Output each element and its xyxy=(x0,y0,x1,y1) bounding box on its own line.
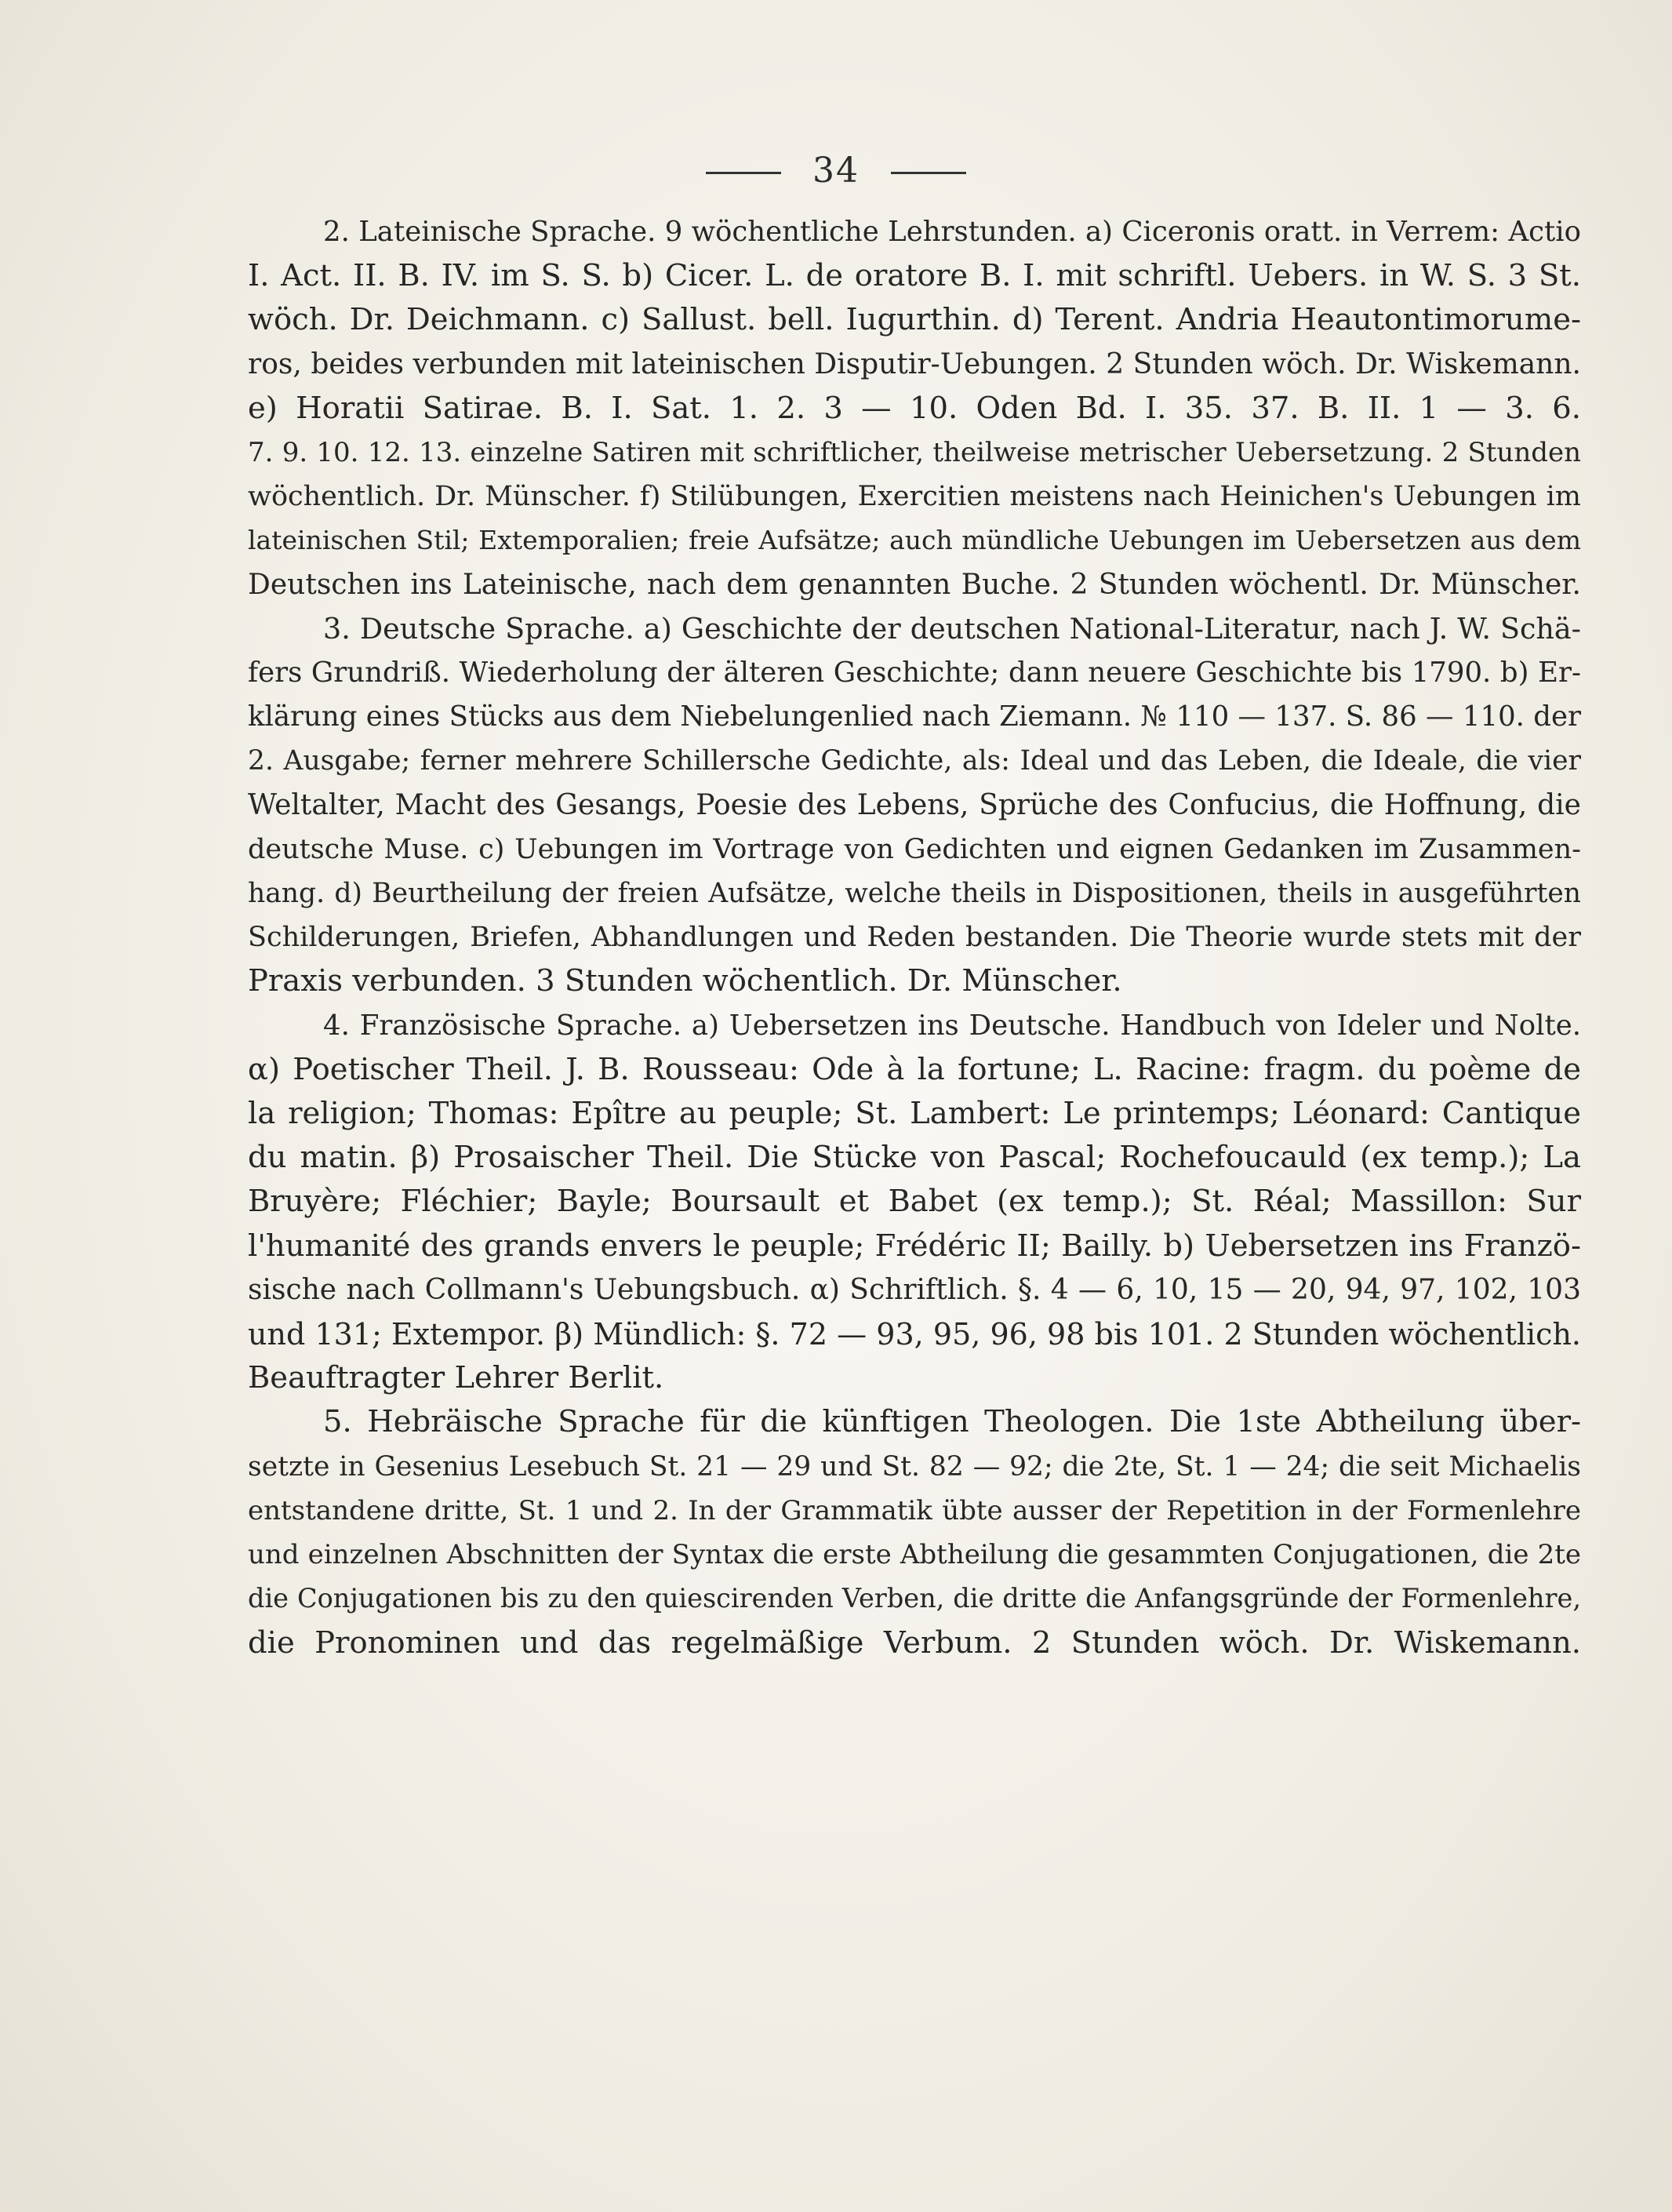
text-line: Weltalter, Macht des Gesangs, Poesie des Lebens, Sprüche des Confucius, die Hoffnung, die xyxy=(248,788,1581,821)
body-text xyxy=(248,210,1581,1665)
text-line: 5. Hebräische Sprache für die künftigen Theologen. Die 1ste Abtheilung über- xyxy=(323,1404,1581,1440)
paragraph-hebrew xyxy=(248,1400,1581,1664)
text-line: I. Act. II. B. IV. im S. S. b) Cicer. L. de oratore B. I. mit schriftl. Uebers. in W. S. 3 St. xyxy=(248,258,1581,294)
text-line: 4. Französische Sprache. a) Uebersetzen ins Deutsche. Handbuch von Ideler und Nolte. xyxy=(323,1009,1581,1042)
text-line: setzte in Gesenius Lesebuch St. 21 — 29 und St. 82 — 92; die 2te, St. 1 — 24; die seit Michaelis xyxy=(248,1450,1581,1483)
text-line: du matin. β) Prosaischer Theil. Die Stücke von Pascal; Rochefoucauld (ex temp.); La xyxy=(248,1140,1581,1176)
text-line: Bruyère; Fléchier; Bayle; Boursault et Babet (ex temp.); St. Réal; Massillon: Sur xyxy=(248,1184,1581,1220)
text-line: fers Grundriß. Wiederholung der älteren Geschichte; dann neuere Geschichte bis 1790. b) Er- xyxy=(248,657,1581,689)
text-line: 2. Lateinische Sprache. 9 wöchentliche Lehrstunden. a) Ciceronis oratt. in Verrem: Actio xyxy=(323,216,1581,248)
text-line: e) Horatii Satirae. B. I. Sat. 1. 2. 3 — 10. Oden Bd. I. 35. 37. B. II. 1 — 3. 6. xyxy=(248,390,1581,426)
text-line: la religion; Thomas: Epître au peuple; St. Lambert: Le printemps; Léonard: Cantique xyxy=(248,1096,1581,1132)
text-line: l'humanité des grands envers le peuple; Frédéric II; Bailly. b) Uebersetzen ins Franzö- xyxy=(248,1228,1581,1264)
text-line: α) Poetischer Theil. J. B. Rousseau: Ode à la fortune; L. Racine: fragm. du poème de xyxy=(248,1051,1581,1087)
paragraph-latin xyxy=(248,210,1581,607)
text-line: deutsche Muse. c) Uebungen im Vortrage von Gedichten und eignen Gedanken im Zusammen- xyxy=(248,833,1581,865)
text-line: wöchentlich. Dr. Münscher. f) Stilübungen, Exercitien meistens nach Heinichen's Uebungen im xyxy=(248,481,1581,513)
text-line: klärung eines Stücks aus dem Niebelungenlied nach Ziemann. № 110 — 137. S. 86 — 110. der xyxy=(248,700,1581,733)
paragraph-french xyxy=(248,1004,1581,1401)
text-line: Schilderungen, Briefen, Abhandlungen und Reden bestanden. Die Theorie wurde stets mit der xyxy=(248,922,1581,954)
text-line: 7. 9. 10. 12. 13. einzelne Satiren mit schriftlicher, theilweise metrischer Uebersetzung. 2 Stunden xyxy=(248,437,1581,469)
text-line: ros, beides verbunden mit lateinischen Disputir-Uebungen. 2 Stunden wöch. Dr. Wiskemann. xyxy=(248,347,1581,380)
text-line: und 131; Extempor. β) Mündlich: §. 72 — 93, 95, 96, 98 bis 101. 2 Stunden wöchentlich. xyxy=(248,1317,1581,1352)
text-line: wöch. Dr. Deichmann. c) Sallust. bell. Iugurthin. d) Terent. Andria Heautontimorume- xyxy=(248,302,1581,338)
text-line: die Pronominen und das regelmäßige Verbum. 2 Stunden wöch. Dr. Wiskemann. xyxy=(248,1624,1581,1661)
text-line: hang. d) Beurtheilung der freien Aufsätze, welche theils in Dispositionen, theils in ausgeführten xyxy=(248,878,1581,910)
paragraph-german xyxy=(248,607,1581,1004)
text-line: Praxis verbunden. 3 Stunden wöchentlich. Dr. Münscher. xyxy=(248,963,1122,999)
text-line: lateinischen Stil; Extemporalien; freie Aufsätze; auch mündliche Uebungen im Uebersetzen aus dem xyxy=(248,525,1581,556)
text-line: Deutschen ins Lateinische, nach dem genannten Buche. 2 Stunden wöchentl. Dr. Münscher. xyxy=(248,568,1581,601)
header-rule-right xyxy=(891,172,966,174)
text-line: entstandene dritte, St. 1 und 2. In der Grammatik übte ausser der Repetition in der Formenlehre xyxy=(248,1494,1581,1526)
text-line: 3. Deutsche Sprache. a) Geschichte der deutschen National-Literatur, nach J. W. Schä- xyxy=(323,611,1581,646)
text-line: 2. Ausgabe; ferner mehrere Schillersche Gedichte, als: Ideal und das Leben, die Ideale, die vier xyxy=(248,745,1581,777)
text-line: die Conjugationen bis zu den quiescirenden Verben, die dritte die Anfangsgründe der Formenlehre, xyxy=(248,1583,1581,1614)
text-line: sische nach Collmann's Uebungsbuch. α) Schriftlich. §. 4 — 6, 10, 15 — 20, 94, 97, 102, 103 xyxy=(248,1273,1581,1306)
page-number: 34 xyxy=(812,151,860,191)
text-line: und einzelnen Abschnitten der Syntax die erste Abtheilung die gesammten Conjugationen, die 2te xyxy=(248,1539,1581,1571)
header-rule-left xyxy=(706,172,781,174)
text-line: Beauftragter Lehrer Berlit. xyxy=(248,1360,664,1396)
page-header xyxy=(0,151,1672,191)
